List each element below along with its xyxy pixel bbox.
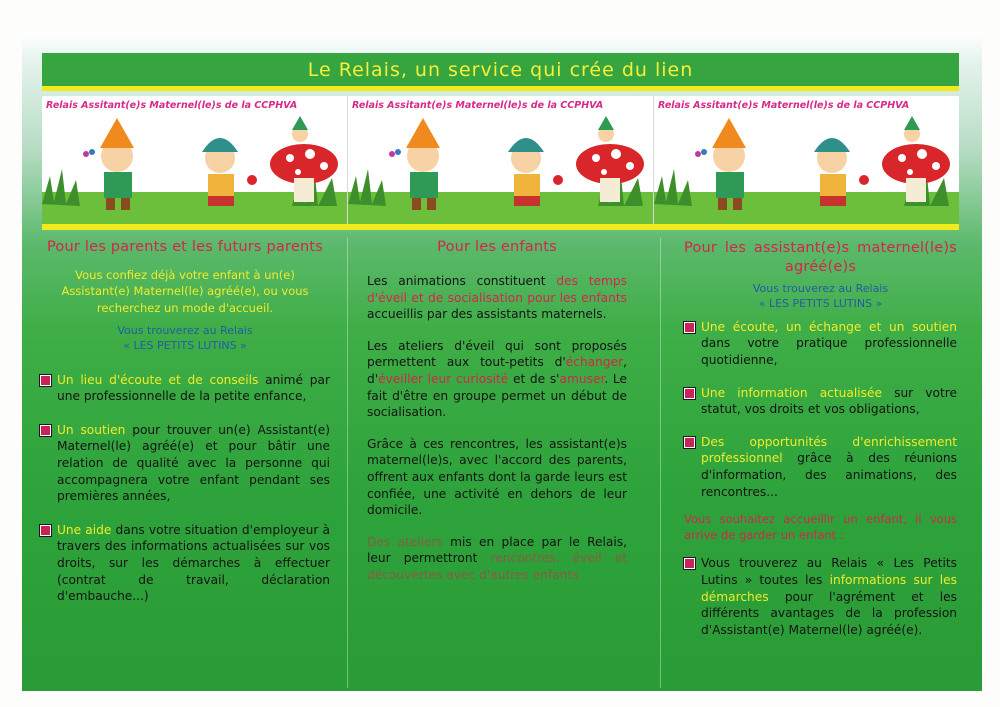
square-bullet-icon bbox=[684, 558, 695, 569]
banner-panel bbox=[348, 96, 654, 224]
page-title: Le Relais, un service qui crée du lien bbox=[307, 58, 694, 81]
fold-line bbox=[347, 238, 348, 688]
square-bullet-icon bbox=[40, 425, 51, 436]
title-bar bbox=[42, 53, 959, 91]
item-text: Un lieu d'écoute et de conseils animé par une professionnelle de la petite enfance, bbox=[57, 372, 330, 404]
list-item bbox=[684, 555, 957, 638]
column-children bbox=[367, 239, 627, 679]
elves-mushroom-illustration bbox=[348, 114, 653, 224]
list-item bbox=[684, 319, 957, 369]
item-text: Un soutien pour trouver un(e) Assistant(e) Maternel(le) agréé(e) et pour bâtir une relation de qualité avec la personne qui accompagnera votre enfant pendant ses premières années, bbox=[57, 422, 330, 504]
list-item bbox=[40, 372, 330, 405]
relais-line: Vous trouverez au Relais bbox=[752, 282, 889, 296]
square-bullet-icon bbox=[40, 375, 51, 386]
banner-panel bbox=[42, 96, 348, 224]
list-item bbox=[684, 385, 957, 418]
illustration-banner bbox=[42, 96, 959, 230]
square-bullet-icon bbox=[684, 437, 695, 448]
relais-name: « LES PETITS LUTINS » bbox=[758, 296, 883, 310]
fold-line bbox=[660, 238, 661, 688]
relais-line: Vous trouverez au Relais bbox=[117, 323, 253, 337]
column-parents bbox=[40, 239, 330, 679]
square-bullet-icon bbox=[684, 322, 695, 333]
elves-mushroom-illustration bbox=[654, 114, 959, 224]
note-text: Vous souhaitez accueillir un enfant, il vous arrive de garder un enfant : bbox=[684, 512, 957, 542]
item-text: Des opportunités d'enrichissement professionnel grâce à des réunions d'information, des animations, des rencontres... bbox=[701, 434, 957, 499]
column-heading: Pour les enfants bbox=[437, 239, 557, 255]
paragraph: Des ateliers mis en place par le Relais, leur permettront rencontres, éveil et découvertes avec d'autres enfants bbox=[367, 534, 627, 582]
banner-panel bbox=[654, 96, 959, 224]
list-item bbox=[40, 522, 330, 605]
item-text: Une information actualisée sur votre statut, vos droits et vos obligations, bbox=[701, 385, 957, 417]
relais-mention bbox=[684, 282, 957, 312]
banner-caption: Relais Assitant(e)s Maternel(le)s de la CCPHVA bbox=[658, 100, 910, 111]
column-heading: Pour les parents et les futurs parents bbox=[47, 239, 323, 255]
item-text: Une écoute, un échange et un soutien dans votre pratique professionnelle quotidienne, bbox=[701, 319, 957, 367]
paragraph: Les ateliers d'éveil qui sont proposés permettent aux tout-petits d'échanger, d'éveiller leur curiosité et de s'amuser. Le fait d'être en groupe permet un début de socialisation. bbox=[367, 338, 627, 420]
column-childminders bbox=[684, 239, 957, 679]
list-item bbox=[40, 422, 330, 505]
paragraph: Grâce à ces rencontres, les assistant(e)s maternel(le)s, avec l'accord des parents, offrent aux enfants dont la garde leurs est confiée, une activité en dehors de leur domicile. bbox=[367, 436, 627, 518]
item-text: Vous trouverez au Relais « Les Petits Lutins » toutes les informations sur les démarches pour l'agrément et les différents avantages de la profession d'Assistant(e) Maternel(le) agréé(e). bbox=[701, 556, 957, 637]
banner-caption: Relais Assitant(e)s Maternel(le)s de la CCPHVA bbox=[46, 100, 298, 111]
item-text: Une aide dans votre situation d'employeur à travers des informations actualisées sur vos droits, sur les démarches à effectuer (contrat de travail, déclaration d'embauche...) bbox=[57, 522, 331, 604]
elves-mushroom-illustration bbox=[42, 114, 347, 224]
intro-text: Vous confiez déjà votre enfant à un(e) Assistant(e) Maternel(le) agréé(e), ou vous recherchez un mode d'accueil. bbox=[61, 268, 309, 315]
banner-caption: Relais Assitant(e)s Maternel(le)s de la CCPHVA bbox=[352, 100, 604, 111]
list-item bbox=[684, 434, 957, 500]
paragraph: Les animations constituent des temps d'éveil et de socialisation pour les enfants accueillis par des assistants maternels. bbox=[367, 274, 628, 322]
relais-mention bbox=[40, 324, 330, 354]
square-bullet-icon bbox=[684, 388, 695, 399]
square-bullet-icon bbox=[40, 525, 51, 536]
column-heading: Pour les assistant(e)s maternel(le)s agréé(e)s bbox=[684, 240, 957, 275]
brochure-sheet bbox=[22, 33, 982, 691]
relais-name: « LES PETITS LUTINS » bbox=[123, 338, 247, 352]
